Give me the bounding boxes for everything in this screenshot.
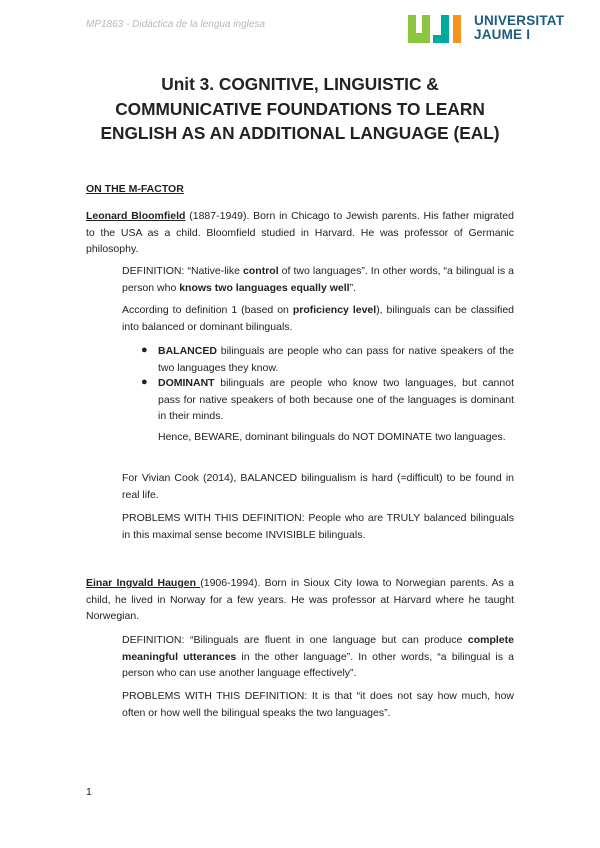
bloomfield-name: Leonard Bloomfield	[86, 210, 186, 222]
logo-letter-u	[408, 15, 430, 43]
bullet-bold: BALANCED	[158, 345, 217, 357]
definition-text: DEFINITION: “Native-like	[122, 265, 244, 277]
haugen-intro: (1906-1994). Born in Sioux City Iowa to Norwegian parents. As a child, he lived in Norway for a few years. He was professor at Harvard where he taught Norwegian.	[86, 577, 514, 622]
page-number: 1	[86, 786, 92, 798]
bullet-bold: DOMINANT	[158, 377, 215, 389]
bullet-balanced	[158, 343, 514, 376]
definition-bold: knows two languages equally well	[179, 281, 350, 294]
title-line-1: Unit 3. COGNITIVE, LINGUISTIC &	[161, 74, 439, 94]
definition-bold: control	[243, 265, 279, 277]
logo-letter-j	[433, 15, 449, 43]
according-paragraph	[122, 302, 514, 335]
cook-paragraph: For Vivian Cook (2014), BALANCED bilingualism is hard (=difficult) to be found in real life.	[122, 472, 514, 501]
according-text: ), bilinguals can be classified into balanced or dominant bilinguals.	[122, 304, 515, 333]
beware-paragraph: Hence, BEWARE, dominant bilinguals do NOT DOMINATE two languages.	[158, 431, 506, 443]
definition-bold: complete meaningful utterances	[122, 634, 514, 663]
logo-text	[474, 14, 564, 42]
bullet-dot: ●	[141, 376, 148, 388]
page-title	[60, 72, 540, 146]
uji-logo-mark	[408, 15, 468, 43]
definition-text: of two languages”. In other words, “a bilingual is a person who	[122, 265, 514, 294]
title-line-2: COMMUNICATIVE FOUNDATIONS TO LEARN	[115, 98, 485, 119]
bloomfield-definition	[122, 263, 514, 296]
university-logo	[408, 14, 578, 44]
bloomfield-paragraph	[86, 208, 514, 258]
definition-text: ”.	[349, 281, 356, 294]
section-heading: ON THE M-FACTOR	[86, 183, 184, 195]
course-header: MP1863 - Didáctica de la lengua inglesa	[86, 19, 265, 30]
bullet-text: bilinguals are people who know two languages, but cannot pass for native speakers of both because one of the languages is dominant in their minds.	[158, 377, 514, 422]
definition-text: DEFINITION: “Bilinguals are fluent in one language but can produce	[122, 634, 468, 646]
bloomfield-intro: (1887-1949). Born in Chicago to Jewish parents. His father migrated to the USA as a child. Bloomfield studied in Harvard. He was professor of Germanic philosophy.	[86, 210, 514, 255]
haugen-problems: PROBLEMS WITH THIS DEFINITION: It is that “it does not say how much, how often or how well the bilingual speaks the two languages”.	[122, 690, 514, 719]
haugen-definition	[122, 632, 514, 682]
bullet-dominant	[158, 375, 514, 425]
title-line-3: ENGLISH AS AN ADDITIONAL LANGUAGE (EAL)	[100, 123, 500, 143]
according-bold: proficiency level	[292, 304, 377, 316]
logo-line-2: JAUME I	[474, 27, 531, 42]
haugen-paragraph	[86, 575, 514, 625]
bullet-dot: ●	[141, 344, 148, 356]
bloomfield-problems: PROBLEMS WITH THIS DEFINITION: People who are TRULY balanced bilinguals in this maximal sense become INVISIBLE bilinguals.	[122, 512, 514, 541]
logo-line-1: UNIVERSITAT	[474, 13, 565, 28]
haugen-name: Einar Ingvald Haugen	[86, 577, 201, 589]
logo-letter-i	[453, 15, 461, 43]
according-text: According to definition 1 (based on	[122, 304, 293, 316]
definition-text: in the other language”. In other words, “a bilingual is a person who can use another language effectively”.	[122, 650, 514, 679]
bullet-text: bilinguals are people who can pass for native speakers of the two languages they know.	[158, 345, 514, 374]
